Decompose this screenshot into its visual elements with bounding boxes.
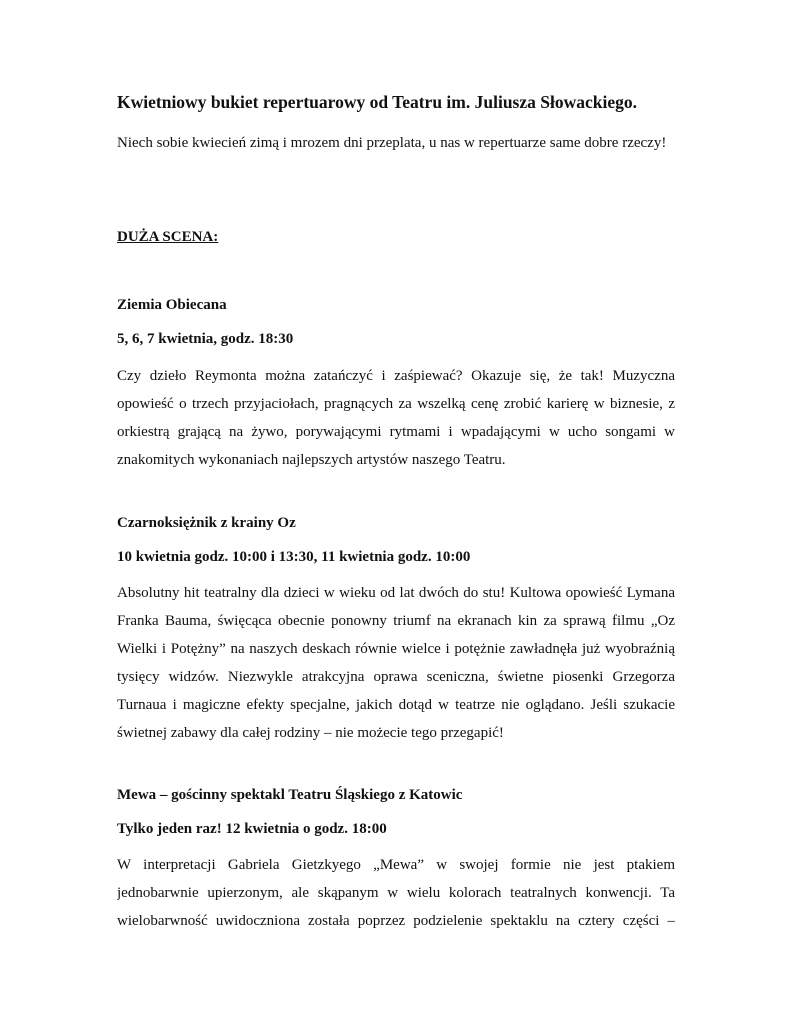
- event-title: Czarnoksiężnik z krainy Oz: [117, 515, 296, 531]
- event-title: Ziemia Obiecana: [117, 297, 227, 313]
- document-title: Kwietniowy bukiet repertuarowy od Teatru im. Juliusza Słowackiego.: [117, 92, 638, 112]
- section-heading: DUŻA SCENA:: [117, 229, 219, 245]
- event-title: Mewa – gościnny spektakl Teatru Śląskiego z Katowic: [117, 787, 463, 803]
- event-date: Tylko jeden raz! 12 kwietnia o godz. 18:00: [117, 821, 387, 837]
- intro-paragraph: Niech sobie kwiecień zimą i mrozem dni przeplata, u nas w repertuarze same dobre rzeczy!: [117, 135, 667, 151]
- event-description: Czy dzieło Reymonta można zatańczyć i zaśpiewać? Okazuje się, że tak! Muzyczna opowieść o trzech przyjaciołach, pragnących za wszelką cenę zrobić karierę w biznesie, z orkiestrą grającą na żywo, porywającymi rytmami i wpadającymi w ucho songami w znakomitych wykonaniach najlepszych artystów naszego Teatru.: [117, 368, 675, 468]
- event-date: 10 kwietnia godz. 10:00 i 13:30, 11 kwietnia godz. 10:00: [117, 549, 471, 565]
- event-date: 5, 6, 7 kwietnia, godz. 18:30: [117, 331, 294, 347]
- event-description: Absolutny hit teatralny dla dzieci w wieku od lat dwóch do stu! Kultowa opowieść Lymana Franka Bauma, święcąca obecnie ponowny triumf na ekranach kin za sprawą filmu „Oz Wielki i Potężny” na naszych deskach równie wielce i potężnie zawładnęła już wyobraźnią tysięcy widzów. Niezwykle atrakcyjna oprawa sceniczna, świetne piosenki Grzegorza Turnaua i magiczne efekty specjalne, jakich dotąd w teatrze nie oglądano. Jeśli szukacie świetnej zabawy dla całej rodziny – nie możecie tego przegapić!: [117, 585, 675, 741]
- event-description: W interpretacji Gabriela Gietzkyego „Mewa” w swojej formie nie jest ptakiem jednobarwnie upierzonym, ale skąpanym w wielu kolorach teatralnych konwencji. Ta wielobarwność uwidoczniona została poprzez podzielenie spektaklu na cztery części –: [117, 857, 675, 929]
